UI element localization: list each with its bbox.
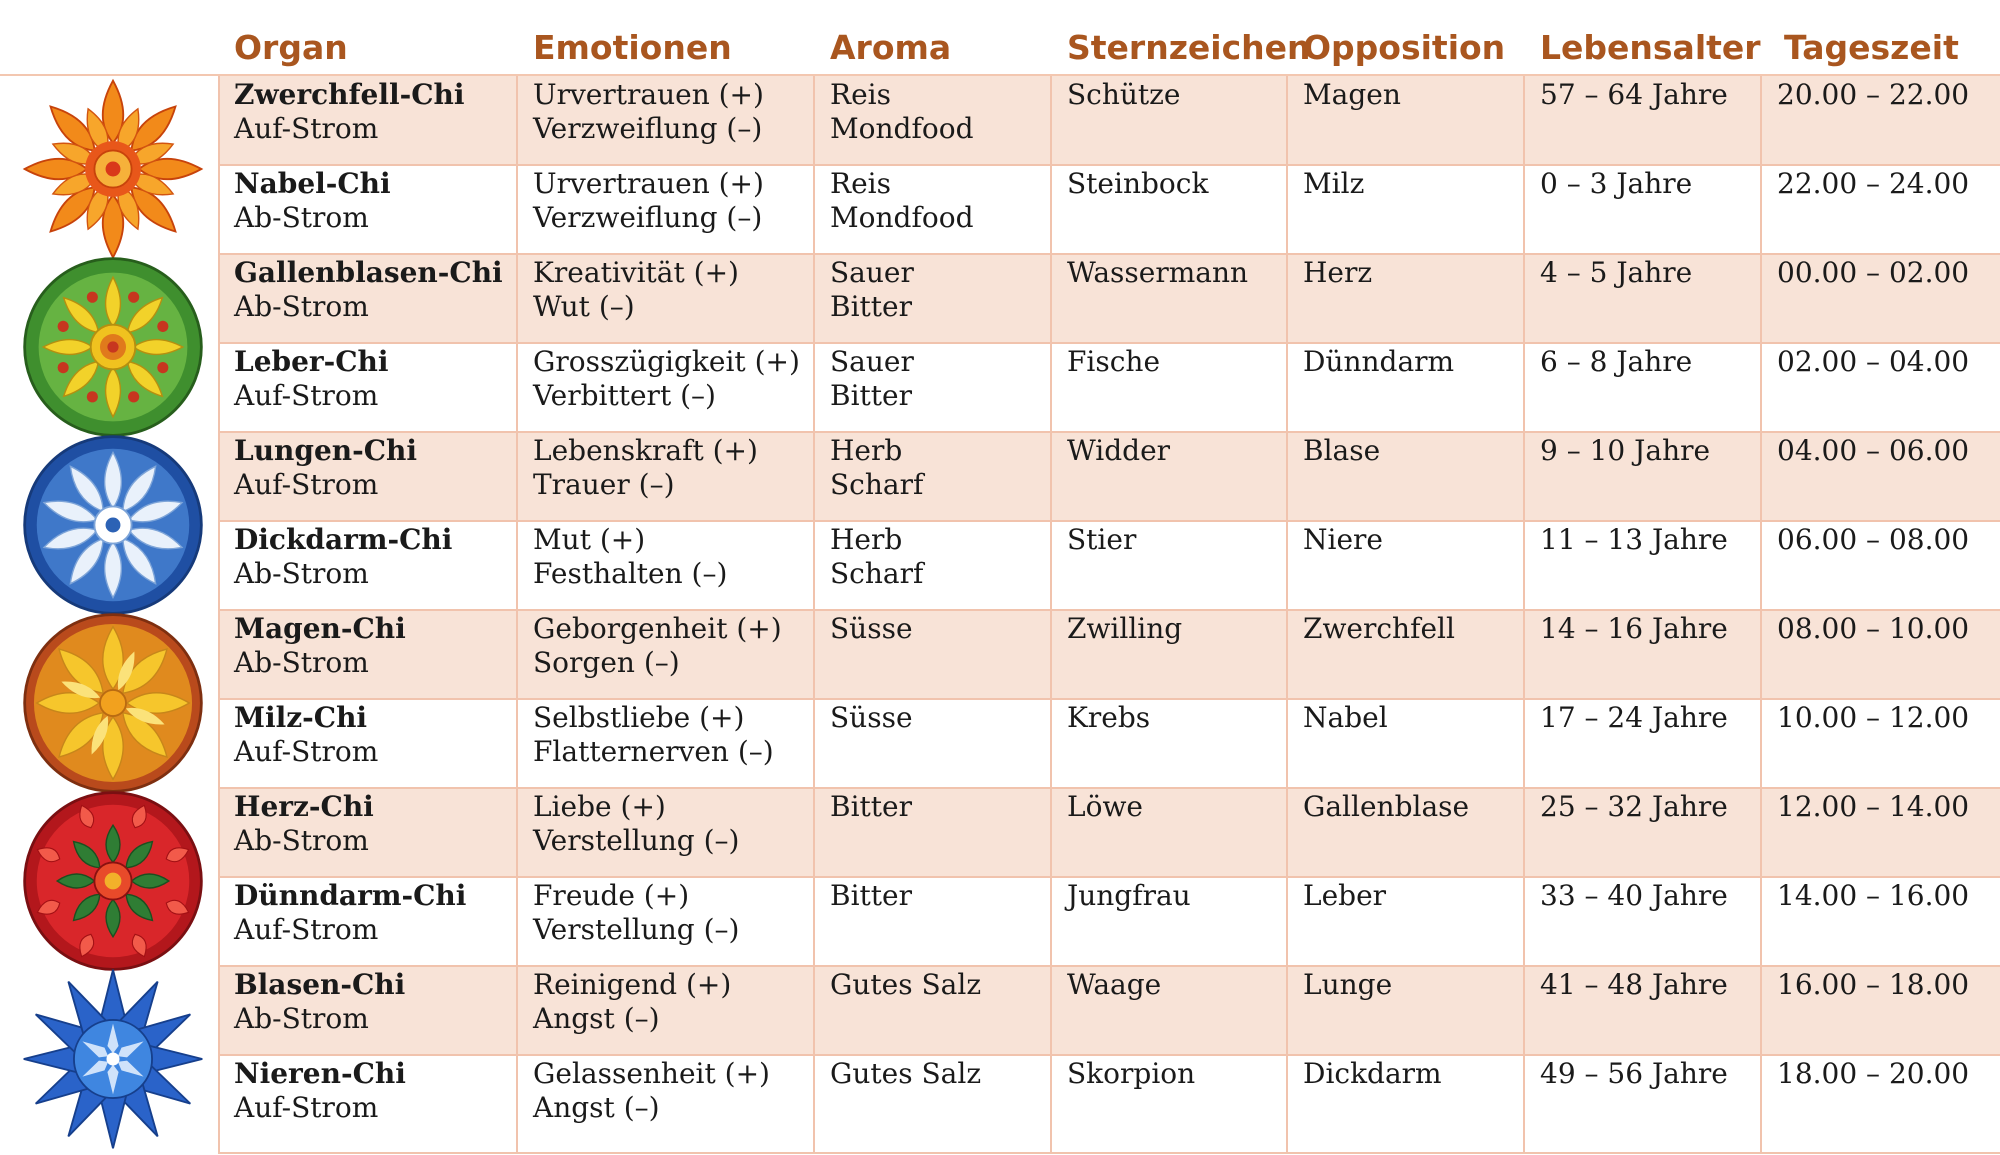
cell-stern-line-1: Wassermann bbox=[1067, 256, 1249, 289]
table-row bbox=[218, 788, 2000, 877]
cell-zeit-line-1: 08.00 – 10.00 bbox=[1777, 612, 1970, 645]
header-lebensalter: Lebensalter bbox=[1540, 28, 1761, 67]
yellow-flower-mandala-icon bbox=[20, 610, 206, 796]
cell-alter-line-1: 14 – 16 Jahre bbox=[1540, 612, 1728, 645]
cell-zeit bbox=[1777, 76, 1969, 165]
table-left-border bbox=[218, 76, 220, 1154]
cell-aroma-line-1: Bitter bbox=[830, 879, 912, 912]
cell-emo-line-1: Grosszügigkeit (+) bbox=[533, 345, 800, 378]
cell-emo-line-1: Urvertrauen (+) bbox=[533, 78, 764, 111]
table-bottom-border bbox=[218, 1152, 2000, 1154]
cell-emo bbox=[533, 1055, 770, 1144]
cell-stern-line-1: Widder bbox=[1067, 434, 1171, 467]
table-row bbox=[218, 877, 2000, 966]
cell-zeit bbox=[1777, 788, 1969, 877]
cell-opposition bbox=[1303, 1055, 1442, 1144]
cell-emo bbox=[533, 165, 764, 254]
cell-aroma-line-1: Bitter bbox=[830, 790, 912, 823]
cell-aroma-line-2: Mondfood bbox=[830, 201, 974, 234]
row-divider bbox=[218, 787, 2000, 789]
cell-aroma-line-2: Mondfood bbox=[830, 112, 974, 145]
cell-emo-line-1: Lebenskraft (+) bbox=[533, 434, 758, 467]
cell-organ bbox=[234, 877, 466, 966]
cell-organ bbox=[234, 343, 389, 432]
row-divider bbox=[218, 431, 2000, 433]
cell-aroma bbox=[830, 788, 912, 877]
cell-zeit-line-1: 10.00 – 12.00 bbox=[1777, 701, 1970, 734]
cell-opposition bbox=[1303, 610, 1455, 699]
cell-emo-line-1: Freude (+) bbox=[533, 879, 690, 912]
cell-zeit-line-1: 16.00 – 18.00 bbox=[1777, 968, 1970, 1001]
cell-organ-line-2: Ab-Strom bbox=[234, 646, 369, 679]
cell-emo-line-2: Flatternerven (–) bbox=[533, 735, 774, 768]
cell-opposition-line-1: Herz bbox=[1303, 256, 1373, 289]
cell-emo-line-2: Verbittert (–) bbox=[533, 379, 716, 412]
cell-stern-line-1: Waage bbox=[1067, 968, 1162, 1001]
column-divider bbox=[1286, 76, 1288, 1154]
green-mandala-icon bbox=[20, 254, 206, 440]
cell-opposition-line-1: Niere bbox=[1303, 523, 1383, 556]
cell-emo-line-2: Verstellung (–) bbox=[533, 913, 740, 946]
column-divider bbox=[813, 76, 815, 1154]
cell-organ-line-1: Dünndarm-Chi bbox=[234, 879, 467, 912]
cell-stern bbox=[1067, 76, 1181, 165]
cell-aroma-line-2: Scharf bbox=[830, 468, 924, 501]
cell-organ-line-2: Auf-Strom bbox=[234, 379, 379, 412]
cell-emo bbox=[533, 521, 727, 610]
cell-opposition bbox=[1303, 877, 1386, 966]
cell-opposition-line-1: Leber bbox=[1303, 879, 1387, 912]
cell-aroma bbox=[830, 343, 914, 432]
cell-organ-line-2: Auf-Strom bbox=[234, 468, 379, 501]
row-divider bbox=[218, 698, 2000, 700]
cell-opposition-line-1: Nabel bbox=[1303, 701, 1388, 734]
cell-organ bbox=[234, 1055, 406, 1144]
cell-emo bbox=[533, 610, 782, 699]
cell-organ-line-1: Milz-Chi bbox=[234, 701, 368, 734]
table-row bbox=[218, 432, 2000, 521]
cell-aroma bbox=[830, 699, 913, 788]
cell-alter bbox=[1540, 432, 1710, 521]
cell-stern bbox=[1067, 1055, 1195, 1144]
cell-emo-line-2: Trauer (–) bbox=[533, 468, 675, 501]
cell-organ-line-1: Magen-Chi bbox=[234, 612, 406, 645]
cell-aroma bbox=[830, 165, 974, 254]
row-divider bbox=[218, 876, 2000, 878]
cell-stern-line-1: Zwilling bbox=[1067, 612, 1183, 645]
cell-aroma bbox=[830, 432, 923, 521]
cell-opposition bbox=[1303, 343, 1454, 432]
cell-stern bbox=[1067, 699, 1150, 788]
cell-emo bbox=[533, 699, 774, 788]
cell-organ-line-2: Ab-Strom bbox=[234, 290, 369, 323]
cell-organ bbox=[234, 76, 465, 165]
header-opposition: Opposition bbox=[1303, 28, 1506, 67]
cell-aroma bbox=[830, 76, 974, 165]
cell-zeit bbox=[1777, 1055, 1969, 1144]
cell-organ bbox=[234, 254, 503, 343]
cell-aroma-line-1: Reis bbox=[830, 78, 891, 111]
cell-aroma bbox=[830, 254, 914, 343]
cell-organ-line-1: Blasen-Chi bbox=[234, 968, 406, 1001]
table-header bbox=[0, 0, 2000, 76]
cell-zeit bbox=[1777, 610, 1969, 699]
cell-emo-line-1: Selbstliebe (+) bbox=[533, 701, 745, 734]
table-row bbox=[218, 521, 2000, 610]
cell-stern-line-1: Schütze bbox=[1067, 78, 1181, 111]
cell-emo bbox=[533, 254, 739, 343]
cell-stern bbox=[1067, 966, 1161, 1055]
cell-emo bbox=[533, 788, 739, 877]
cell-alter bbox=[1540, 165, 1692, 254]
column-divider bbox=[1760, 76, 1762, 1154]
cell-emo-line-1: Geborgenheit (+) bbox=[533, 612, 782, 645]
cell-emo-line-1: Liebe (+) bbox=[533, 790, 666, 823]
cell-zeit bbox=[1777, 254, 1969, 343]
cell-zeit bbox=[1777, 966, 1969, 1055]
cell-alter bbox=[1540, 76, 1728, 165]
cell-aroma-line-2: Bitter bbox=[830, 290, 912, 323]
cell-zeit bbox=[1777, 432, 1969, 521]
row-divider bbox=[218, 342, 2000, 344]
cell-emo-line-2: Verzweiflung (–) bbox=[533, 112, 763, 145]
cell-emo-line-2: Wut (–) bbox=[533, 290, 635, 323]
cell-aroma-line-1: Sauer bbox=[830, 256, 914, 289]
row-divider bbox=[218, 609, 2000, 611]
cell-aroma-line-1: Süsse bbox=[830, 701, 913, 734]
blue-white-mandala-icon bbox=[20, 432, 206, 618]
cell-organ-line-2: Ab-Strom bbox=[234, 557, 369, 590]
cell-alter bbox=[1540, 966, 1728, 1055]
table-row bbox=[218, 76, 2000, 165]
cell-emo-line-2: Festhalten (–) bbox=[533, 557, 728, 590]
cell-emo bbox=[533, 76, 764, 165]
mandala-column bbox=[0, 76, 218, 1155]
organ-table bbox=[218, 76, 2000, 1154]
row-divider bbox=[218, 253, 2000, 255]
cell-opposition-line-1: Milz bbox=[1303, 167, 1365, 200]
header-tageszeit: Tageszeit bbox=[1784, 28, 1959, 67]
cell-stern bbox=[1067, 165, 1208, 254]
cell-stern bbox=[1067, 521, 1136, 610]
cell-alter-line-1: 11 – 13 Jahre bbox=[1540, 523, 1728, 556]
cell-zeit bbox=[1777, 165, 1969, 254]
cell-alter bbox=[1540, 788, 1728, 877]
cell-emo-line-2: Angst (–) bbox=[533, 1091, 660, 1124]
cell-organ-line-1: Dickdarm-Chi bbox=[234, 523, 453, 556]
cell-opposition-line-1: Blase bbox=[1303, 434, 1381, 467]
cell-stern-line-1: Löwe bbox=[1067, 790, 1143, 823]
cell-alter-line-1: 0 – 3 Jahre bbox=[1540, 167, 1693, 200]
cell-organ-line-2: Auf-Strom bbox=[234, 1091, 379, 1124]
cell-zeit-line-1: 22.00 – 24.00 bbox=[1777, 167, 1970, 200]
cell-aroma-line-2: Bitter bbox=[830, 379, 912, 412]
cell-zeit-line-1: 00.00 – 02.00 bbox=[1777, 256, 1970, 289]
cell-zeit bbox=[1777, 521, 1969, 610]
cell-emo-line-1: Kreativität (+) bbox=[533, 256, 739, 289]
cell-zeit bbox=[1777, 877, 1969, 966]
cell-stern bbox=[1067, 343, 1160, 432]
cell-aroma bbox=[830, 1055, 981, 1144]
cell-aroma bbox=[830, 966, 981, 1055]
cell-stern-line-1: Skorpion bbox=[1067, 1057, 1196, 1090]
cell-aroma-line-1: Herb bbox=[830, 434, 903, 467]
cell-emo bbox=[533, 432, 758, 521]
column-divider bbox=[516, 76, 518, 1154]
cell-aroma-line-1: Gutes Salz bbox=[830, 968, 982, 1001]
header-aroma: Aroma bbox=[830, 28, 952, 67]
cell-zeit-line-1: 02.00 – 04.00 bbox=[1777, 345, 1970, 378]
cell-emo-line-1: Gelassenheit (+) bbox=[533, 1057, 770, 1090]
cell-organ bbox=[234, 610, 406, 699]
header-emotionen: Emotionen bbox=[533, 28, 732, 67]
cell-aroma-line-1: Reis bbox=[830, 167, 891, 200]
cell-organ bbox=[234, 699, 378, 788]
cell-organ-line-1: Nieren-Chi bbox=[234, 1057, 406, 1090]
cell-zeit-line-1: 04.00 – 06.00 bbox=[1777, 434, 1970, 467]
cell-zeit-line-1: 18.00 – 20.00 bbox=[1777, 1057, 1970, 1090]
cell-stern-line-1: Krebs bbox=[1067, 701, 1151, 734]
row-divider bbox=[218, 965, 2000, 967]
cell-alter bbox=[1540, 254, 1692, 343]
cell-opposition bbox=[1303, 432, 1380, 521]
cell-aroma bbox=[830, 521, 923, 610]
cell-organ bbox=[234, 966, 405, 1055]
table-row bbox=[218, 165, 2000, 254]
cell-opposition-line-1: Lunge bbox=[1303, 968, 1393, 1001]
cell-organ-line-2: Ab-Strom bbox=[234, 824, 369, 857]
row-divider bbox=[218, 164, 2000, 166]
cell-alter bbox=[1540, 610, 1728, 699]
cell-alter-line-1: 4 – 5 Jahre bbox=[1540, 256, 1693, 289]
cell-alter bbox=[1540, 877, 1728, 966]
cell-alter-line-1: 6 – 8 Jahre bbox=[1540, 345, 1693, 378]
blue-snowflake-mandala-icon bbox=[20, 966, 206, 1152]
cell-organ bbox=[234, 521, 452, 610]
cell-alter-line-1: 49 – 56 Jahre bbox=[1540, 1057, 1728, 1090]
table-row bbox=[218, 610, 2000, 699]
cell-emo-line-1: Urvertrauen (+) bbox=[533, 167, 764, 200]
table-row bbox=[218, 343, 2000, 432]
cell-stern-line-1: Jungfrau bbox=[1067, 879, 1191, 912]
red-mandala-icon bbox=[20, 788, 206, 974]
cell-opposition bbox=[1303, 254, 1372, 343]
cell-organ bbox=[234, 788, 374, 877]
cell-alter bbox=[1540, 1055, 1728, 1144]
table-row bbox=[218, 699, 2000, 788]
cell-alter-line-1: 41 – 48 Jahre bbox=[1540, 968, 1728, 1001]
cell-alter bbox=[1540, 343, 1692, 432]
cell-alter bbox=[1540, 699, 1728, 788]
cell-opposition bbox=[1303, 76, 1401, 165]
cell-organ-line-1: Lungen-Chi bbox=[234, 434, 418, 467]
cell-stern-line-1: Fische bbox=[1067, 345, 1161, 378]
cell-organ bbox=[234, 165, 391, 254]
cell-zeit bbox=[1777, 343, 1969, 432]
cell-aroma-line-1: Sauer bbox=[830, 345, 914, 378]
cell-aroma bbox=[830, 877, 912, 966]
cell-emo-line-2: Sorgen (–) bbox=[533, 646, 680, 679]
cell-stern bbox=[1067, 877, 1191, 966]
cell-organ-line-1: Leber-Chi bbox=[234, 345, 389, 378]
cell-organ-line-2: Ab-Strom bbox=[234, 1002, 369, 1035]
cell-alter-line-1: 17 – 24 Jahre bbox=[1540, 701, 1728, 734]
cell-stern bbox=[1067, 432, 1170, 521]
column-divider bbox=[1523, 76, 1525, 1154]
cell-organ-line-1: Nabel-Chi bbox=[234, 167, 391, 200]
cell-organ-line-2: Ab-Strom bbox=[234, 201, 369, 234]
cell-zeit bbox=[1777, 699, 1969, 788]
cell-opposition bbox=[1303, 699, 1388, 788]
cell-emo-line-2: Angst (–) bbox=[533, 1002, 660, 1035]
cell-opposition bbox=[1303, 165, 1364, 254]
table-row bbox=[218, 966, 2000, 1055]
cell-zeit-line-1: 12.00 – 14.00 bbox=[1777, 790, 1970, 823]
cell-stern-line-1: Stier bbox=[1067, 523, 1137, 556]
cell-aroma-line-1: Süsse bbox=[830, 612, 913, 645]
row-divider bbox=[218, 1054, 2000, 1056]
header-sternzeichen: Sternzeichen bbox=[1067, 28, 1311, 67]
cell-stern bbox=[1067, 610, 1182, 699]
cell-opposition-line-1: Dickdarm bbox=[1303, 1057, 1442, 1090]
cell-organ-line-2: Auf-Strom bbox=[234, 735, 379, 768]
cell-emo-line-2: Verzweiflung (–) bbox=[533, 201, 763, 234]
cell-stern bbox=[1067, 788, 1143, 877]
cell-alter bbox=[1540, 521, 1728, 610]
cell-alter-line-1: 9 – 10 Jahre bbox=[1540, 434, 1711, 467]
cell-opposition bbox=[1303, 966, 1392, 1055]
cell-organ-line-2: Auf-Strom bbox=[234, 913, 379, 946]
cell-opposition bbox=[1303, 521, 1383, 610]
cell-opposition bbox=[1303, 788, 1469, 877]
header-organ: Organ bbox=[234, 28, 348, 67]
cell-aroma-line-1: Gutes Salz bbox=[830, 1057, 982, 1090]
cell-zeit-line-1: 06.00 – 08.00 bbox=[1777, 523, 1970, 556]
cell-emo bbox=[533, 966, 731, 1055]
cell-alter-line-1: 25 – 32 Jahre bbox=[1540, 790, 1728, 823]
cell-aroma bbox=[830, 610, 913, 699]
cell-organ-line-1: Zwerchfell-Chi bbox=[234, 78, 465, 111]
cell-aroma-line-1: Herb bbox=[830, 523, 903, 556]
cell-emo bbox=[533, 343, 800, 432]
cell-alter-line-1: 33 – 40 Jahre bbox=[1540, 879, 1728, 912]
cell-stern-line-1: Steinbock bbox=[1067, 167, 1209, 200]
cell-alter-line-1: 57 – 64 Jahre bbox=[1540, 78, 1728, 111]
cell-opposition-line-1: Gallenblase bbox=[1303, 790, 1470, 823]
cell-stern bbox=[1067, 254, 1248, 343]
cell-organ bbox=[234, 432, 417, 521]
orange-flower-mandala-icon bbox=[20, 76, 206, 262]
table-row bbox=[218, 254, 2000, 343]
cell-organ-line-1: Herz-Chi bbox=[234, 790, 374, 823]
cell-opposition-line-1: Magen bbox=[1303, 78, 1401, 111]
cell-emo-line-2: Verstellung (–) bbox=[533, 824, 740, 857]
table-row bbox=[218, 1055, 2000, 1144]
cell-opposition-line-1: Zwerchfell bbox=[1303, 612, 1455, 645]
cell-emo-line-1: Reinigend (+) bbox=[533, 968, 732, 1001]
cell-organ-line-1: Gallenblasen-Chi bbox=[234, 256, 503, 289]
cell-zeit-line-1: 20.00 – 22.00 bbox=[1777, 78, 1970, 111]
cell-emo-line-1: Mut (+) bbox=[533, 523, 646, 556]
cell-emo bbox=[533, 877, 739, 966]
row-divider bbox=[218, 520, 2000, 522]
cell-opposition-line-1: Dünndarm bbox=[1303, 345, 1455, 378]
cell-zeit-line-1: 14.00 – 16.00 bbox=[1777, 879, 1970, 912]
cell-organ-line-2: Auf-Strom bbox=[234, 112, 379, 145]
cell-aroma-line-2: Scharf bbox=[830, 557, 924, 590]
column-divider bbox=[1050, 76, 1052, 1154]
